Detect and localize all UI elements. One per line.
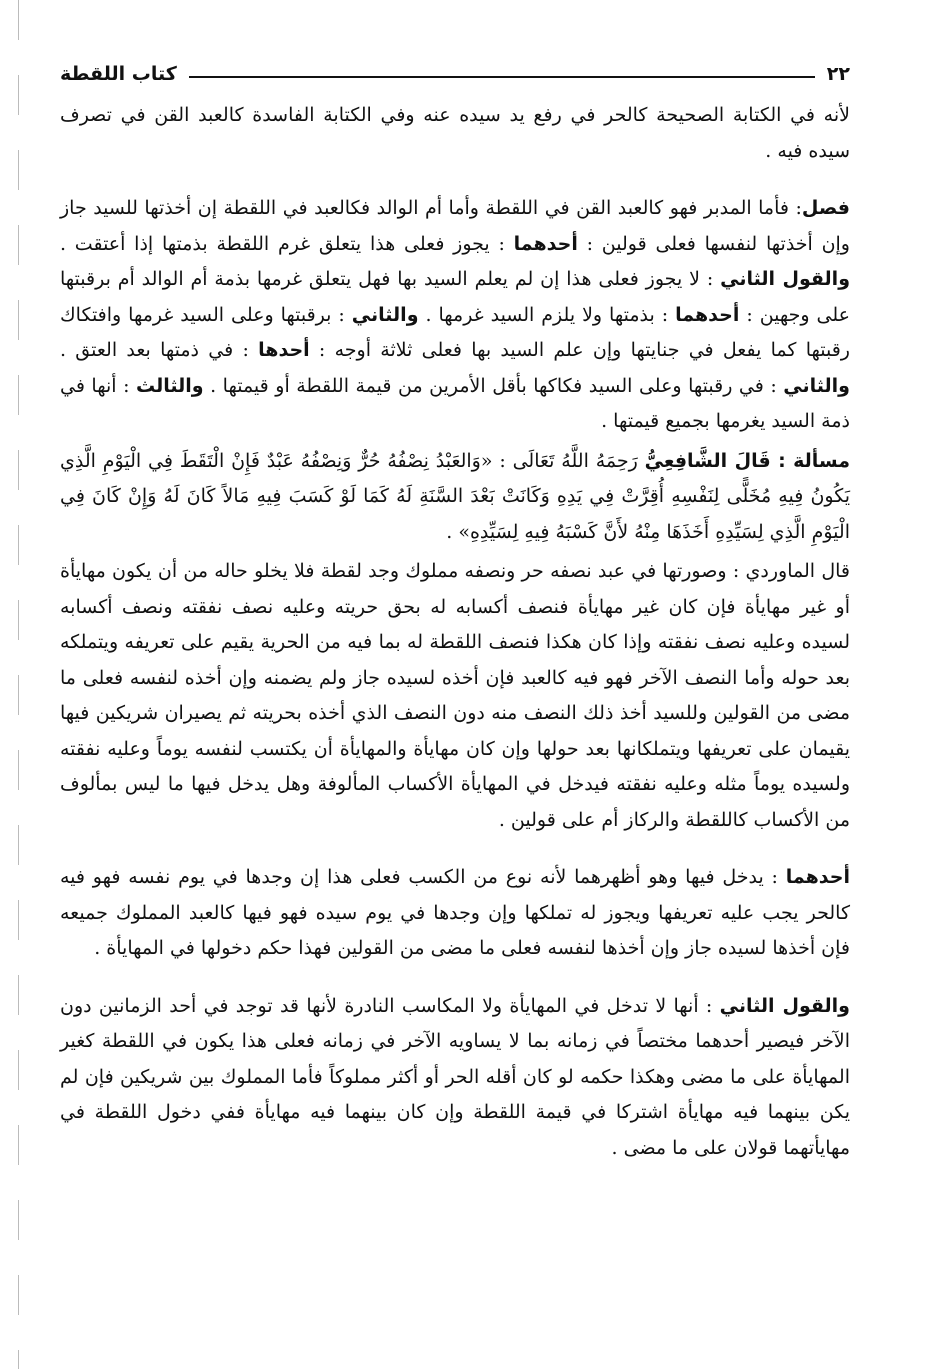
bold-heading-text: أحدهما [675, 303, 740, 326]
body-text: : في رقبتها وعلى السيد فكاكها بأقل الأمرين من قيمة اللقطة أو قيمتها . [203, 374, 784, 397]
body-text: : برقبتها وعلى السيد غرمها وافتكاك رقبتها كما يفعل في جنايتها وإن علم السيد بها فعلى ثلاثة أوجه : [60, 303, 850, 361]
scan-margin-line [18, 0, 19, 1369]
body-text: : يجوز فعلى هذا يتعلق غرم اللقطة بذمتها إذا أعتقت . [60, 232, 514, 255]
body-text: : فأما المدبر فهو كالعبد القن في اللقطة وأما أم الوالد فكالعبد في اللقطة إن أخذتها للسيد جاز وإن أخذتها لنفسها فعلى قولين : [60, 197, 850, 255]
page-number: ٢٢ [826, 63, 850, 85]
bold-heading-text: مسألة : [770, 449, 850, 472]
bold-heading-text: والثاني [351, 303, 419, 326]
book-page [60, 58, 850, 1166]
bold-heading-text: أحدهما [785, 866, 850, 888]
paragraph-1 [60, 98, 850, 169]
body-text: لأنه في الكتابة الصحيحة كالحر في رفع يد سيده عنه وفي الكتابة الفاسدة كالعبد القن في تصرف سيده فيه . [60, 104, 850, 162]
bold-heading-text: والثاني [783, 374, 850, 397]
body-text: قال الماوردي : وصورتها في عبد نصفه حر ونصفه مملوك وجد لقطة فلا يخلو حاله من أن يكون مهايأة أو غير مهايأة فإن كان غير مهايأة فنصف أكسابه له بحق حريته وعليه نصف نفقته ونصف أكسابه لسيده وعليه نصف نفقته وإذا كان هكذا فنصف اللقطة له بما فيه من الحرية يقيم على تعريفه ويتملكه بعد حوله وأما النصف الآخر فهو فيه كالعبد فإن أخذه لسيده جاز ولم يضمنه وإن أخذه لنفسه فعلى ما مضى من القولين وللسيد أخذ ذلك النصف منه دون النصف الذي أخذه بحريته ثم يصيران شريكين فيها يقيمان على تعريفها ويتملكانها بعد حولها وإن كان مهايأة والمهايأة أن يكتسب لنفسه يوماً وعليه نفقته ولسيده يوماً مثله وعليه نفقته فيدخل في المهايأة الأكساب المألوفة وهل يدخل فيها ما ليس بمألوف من الأكساب كاللقطة والركاز أم على قولين . [60, 560, 850, 831]
page-header [60, 58, 850, 90]
paragraph-5 [60, 860, 850, 967]
body-text: : بذمتها ولا يلزم السيد غرمها . [418, 303, 676, 326]
body-text: : في ذمتها بعد العتق . [60, 339, 259, 361]
body-text: : يدخل فيها وهو أظهرهما لأنه نوع من الكسب فعلى هذا إن وجدها في يوم نفسه فهو فيه كالحر يجب عليه تعريفها ويجوز له تملكها وإن وجدها في يوم سيده فهو فيها كالعبد المملوك جميعه فإن أخذها لسيده جاز وإن أخذها لنفسه فعلى ما مضى من القولين فهذا حكم دخولها في المهايأة . [60, 866, 850, 959]
body-text: : أنها في ذمة السيد يغرمها بجميع قيمتها . [60, 374, 850, 432]
bold-heading-text: والقول الثاني [719, 994, 850, 1017]
paragraph-2 [60, 191, 850, 440]
bold-heading-text: والقول الثاني [720, 268, 851, 290]
bold-heading-text: أحدها [258, 339, 310, 361]
book-title: كتاب اللقطة [60, 63, 177, 85]
paragraph-3 [60, 444, 850, 551]
bold-heading-text: أحدهما [513, 232, 578, 255]
header-rule [189, 76, 815, 78]
body-text: : لا يجوز فعلى هذا إن لم يعلم السيد بها فهل يتعلق غرمها بذمة أم الوالد أم برقبتها على وجهين : [60, 268, 850, 326]
paragraph-4 [60, 554, 850, 838]
bold-heading-text: قَالَ الشَّافِعِيُّ [644, 449, 771, 472]
bold-heading-text: والثالث [135, 374, 204, 397]
body-text: رَحِمَهُ اللَّهُ تَعَالَى : «وَالعَبْدُ نِصْفُهُ حُرٌّ وَنِصْفُهُ عَبْدٌ فَإِنْ الْتَقَطَ فِي الْيَوْمِ الَّذِي يَكُونُ فِيهِ مُخَلًّى لِنَفْسِهِ أُقِرَّتْ فِي يَدِهِ وَكَانَتْ بَعْدَ السَّنَةِ لَهُ كَمَا لَوْ كَسَبَ فِيهِ مَالاً كَانَ لَهُ وَإِنْ كَانَ فِي الْيَوْمِ الَّذِي لِسَيِّدِهِ أَخَذَهَا مِنْهُ لأَنَّ كَسْبَهُ فِيهِ لِسَيِّدِهِ» . [60, 449, 850, 543]
paragraph-6 [60, 989, 850, 1167]
bold-heading-text: فصل [801, 197, 850, 219]
body-text: : أنها لا تدخل في المهايأة ولا المكاسب النادرة لأنها قد توجد في أحد الزمانين دون الآخر فيصير أحدهما مختصاً في زمانه بما لا يساويه الآخر في زمانه فعلى هذا يكون في اللقطة كغير المهايأة على ما مضى وهكذا حكمه لو كان أقله الحر أو أكثر مملوكاً فأما المملوك بين شريكين فإن لم يكن بينهما فيه مهايأة اشتركا في قيمة اللقطة وإن كان بينهما فيه مهايأة ففي دخول اللقطة في مهايأتهما قولان على ما مضى . [60, 994, 850, 1159]
